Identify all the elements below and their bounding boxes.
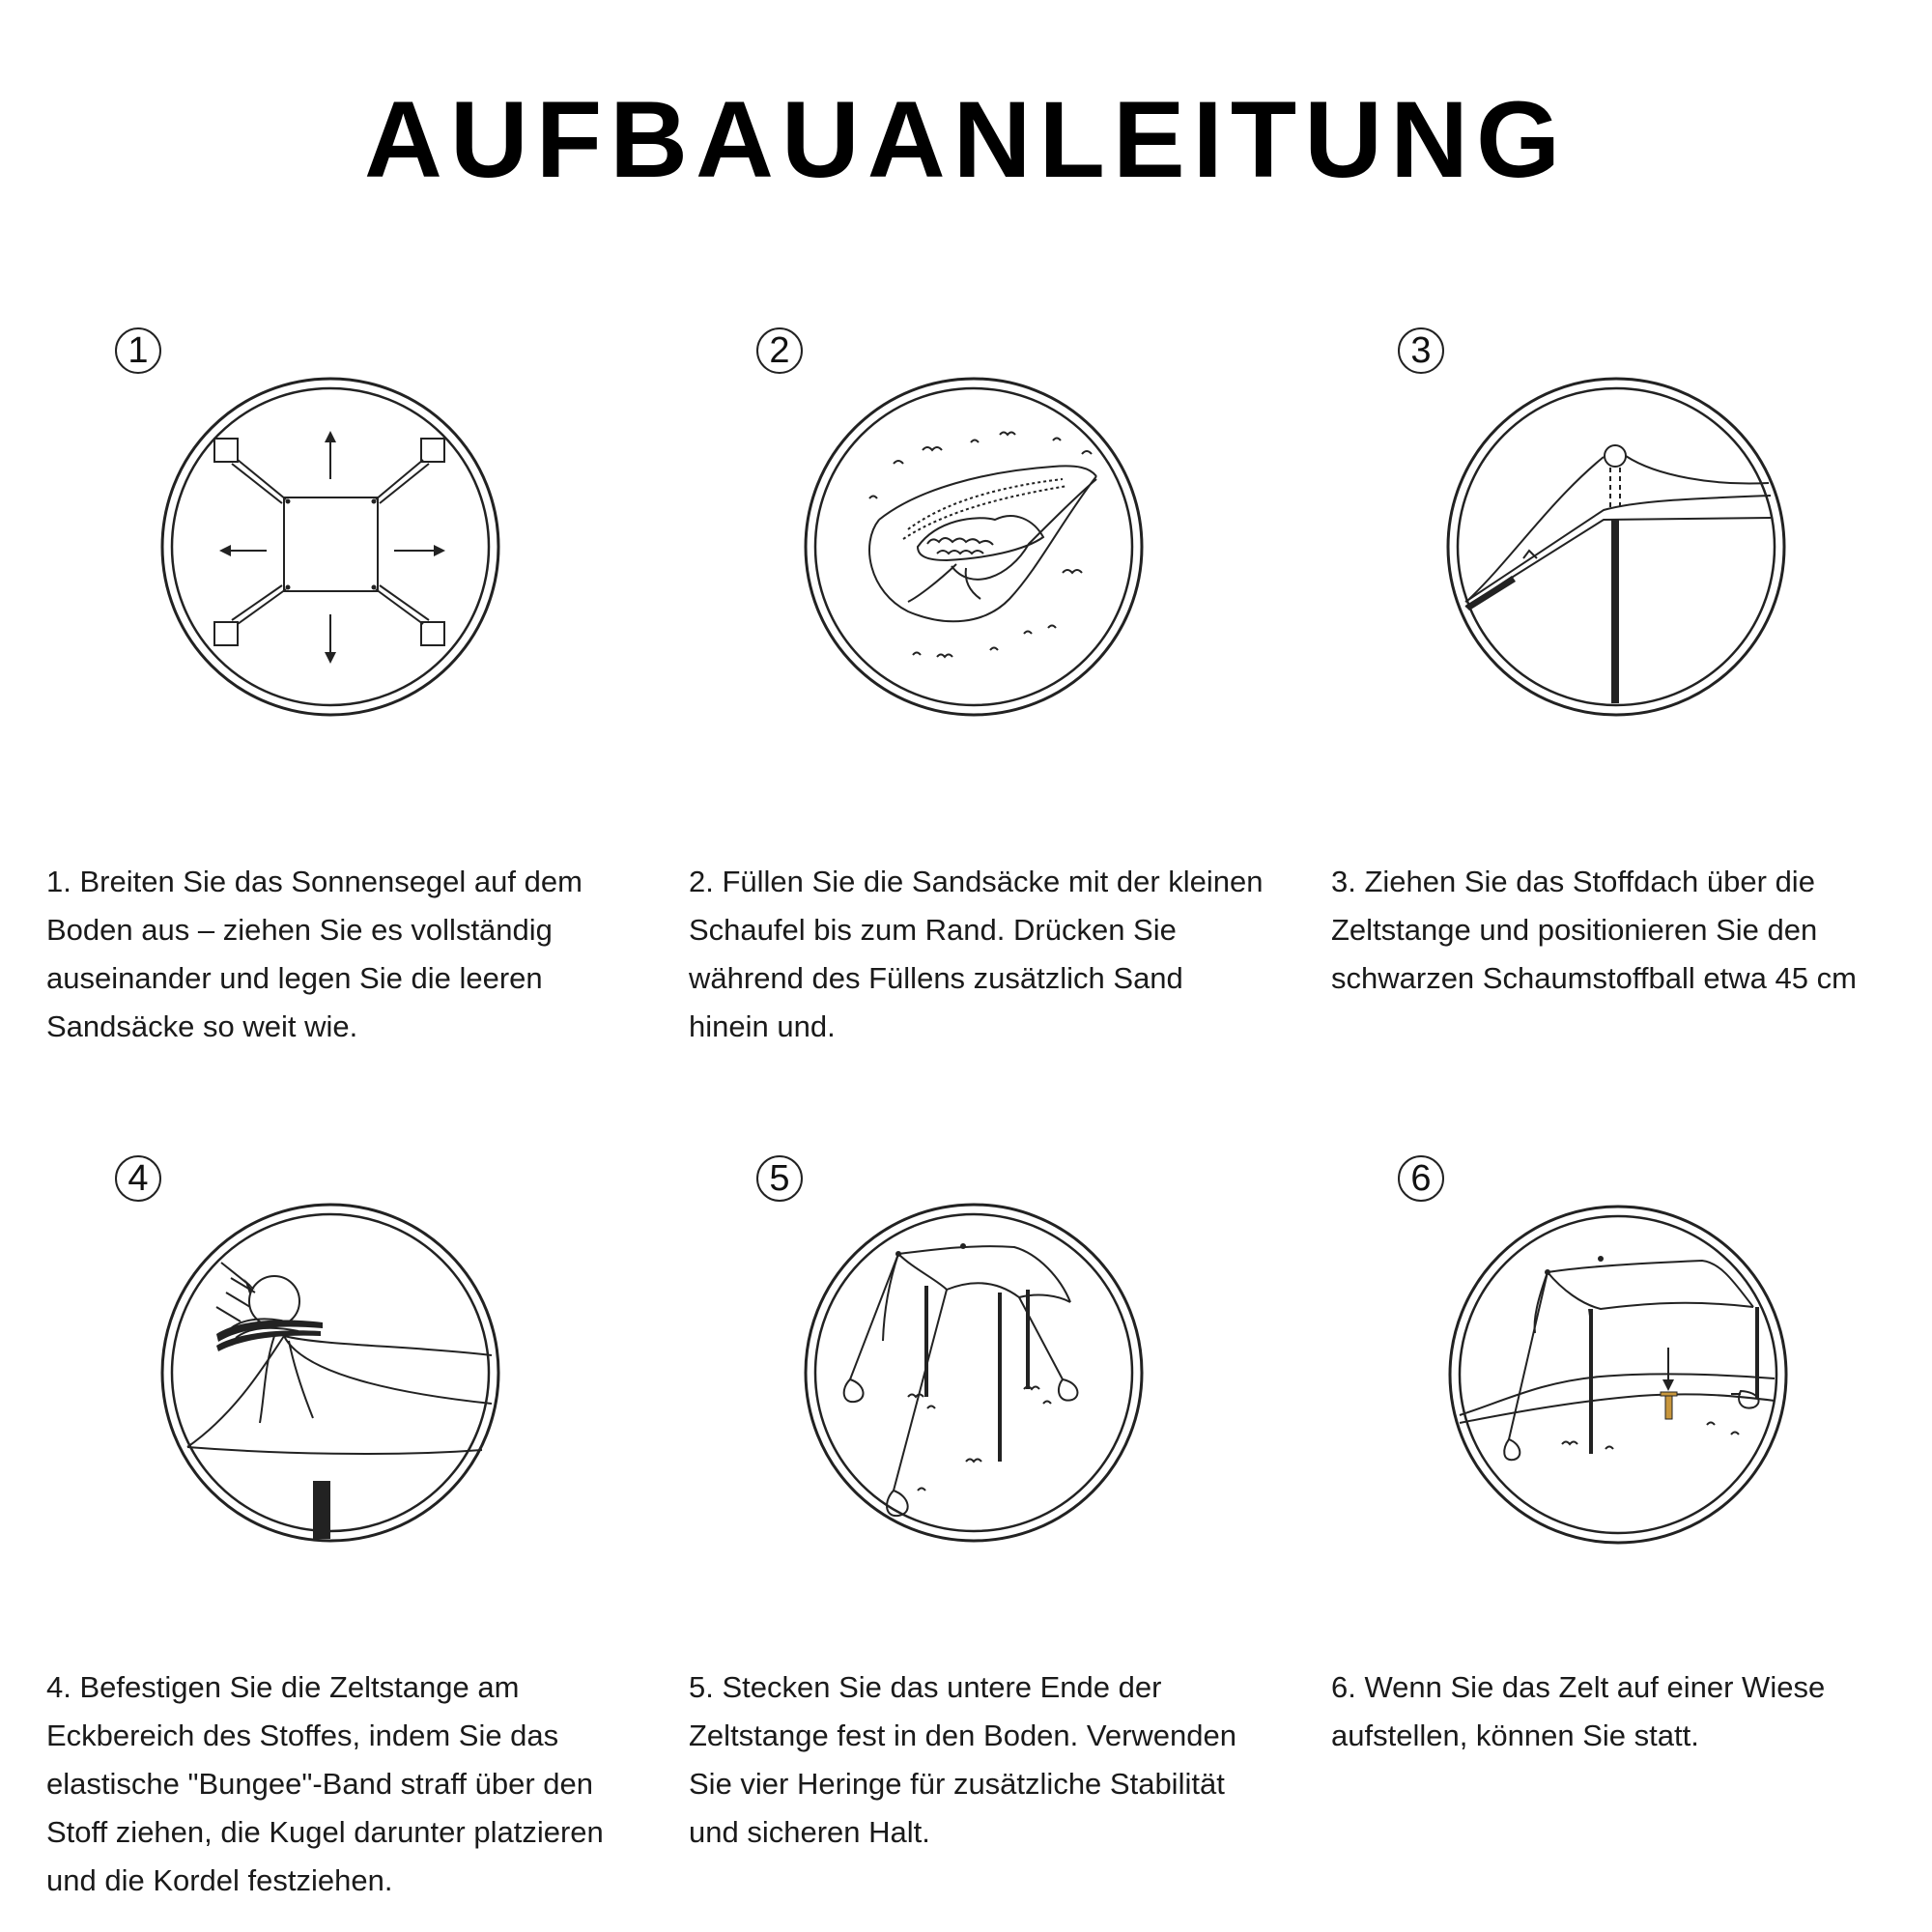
bungee-ball-illustration xyxy=(158,1201,502,1545)
step-text-1: 1. Breiten Sie das Sonnensegel auf dem Boden aus – ziehen Sie es vollständig auseinander und legen Sie die leeren Sandsäcke so weit wie. xyxy=(46,865,582,1043)
step-number-6: 6 xyxy=(1398,1155,1444,1202)
page-title: AUFBAUANLEITUNG xyxy=(363,79,1569,200)
tarp-spread-illustration xyxy=(158,375,502,719)
step-number-1: 1 xyxy=(115,327,161,374)
step-text-5: 5. Stecken Sie das untere Ende der Zeltstange fest in den Boden. Verwenden Sie vier Heringe für zusätzliche Stabilität und sicheren Halt. xyxy=(689,1670,1237,1849)
step-text-3: 3. Ziehen Sie das Stoffdach über die Zeltstange und positionieren Sie den schwarzen Schaumstoffball etwa 45 cm xyxy=(1331,865,1857,995)
step-number-4: 4 xyxy=(115,1155,161,1202)
tent-pegs-illustration xyxy=(1446,1203,1790,1547)
tent-sandbags-illustration xyxy=(802,1201,1146,1545)
step-number-3: 3 xyxy=(1398,327,1444,374)
sandbag-fill-illustration xyxy=(802,375,1146,719)
pole-canopy-illustration xyxy=(1444,375,1788,719)
step-text-6: 6. Wenn Sie das Zelt auf einer Wiese aufstellen, können Sie statt. xyxy=(1331,1670,1826,1752)
step-text-4: 4. Befestigen Sie die Zeltstange am Eckbereich des Stoffes, indem Sie das elastische "Bungee"-Band straff über den Stoff ziehen, die Kugel darunter platzieren und die Kordel festziehen. xyxy=(46,1670,604,1897)
step-number-2: 2 xyxy=(756,327,803,374)
step-text-2: 2. Füllen Sie die Sandsäcke mit der kleinen Schaufel bis zum Rand. Drücken Sie während des Füllens zusätzlich Sand hinein und. xyxy=(689,865,1264,1043)
step-number-5: 5 xyxy=(756,1155,803,1202)
